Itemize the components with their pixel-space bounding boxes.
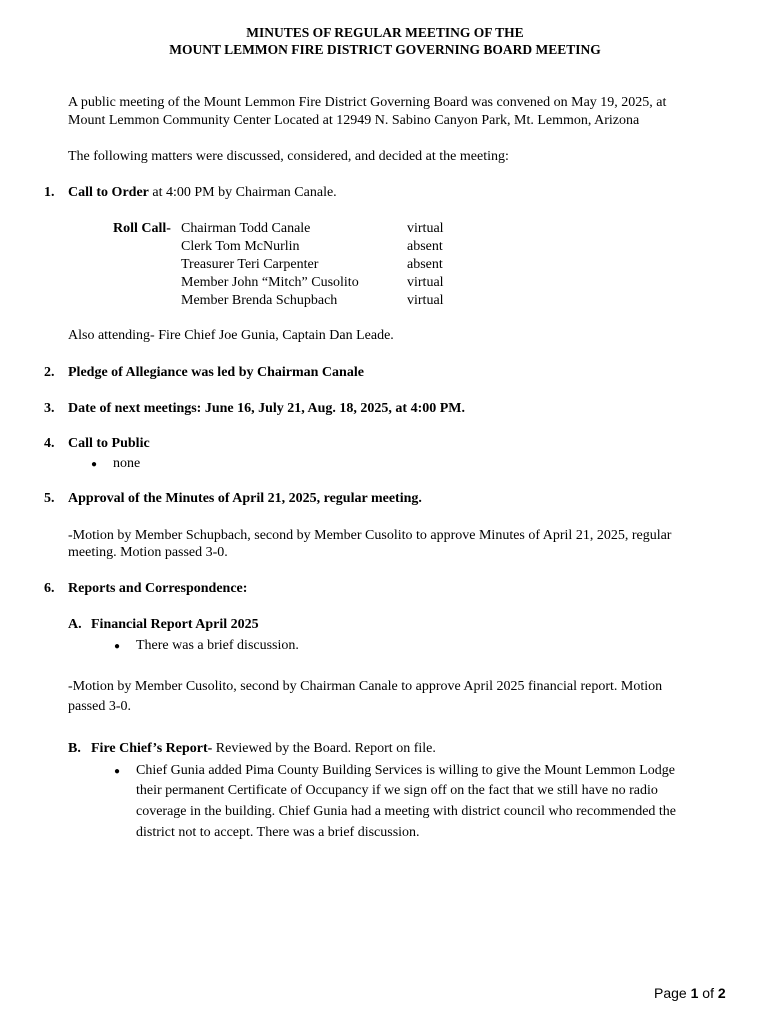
roll-member-status: virtual: [407, 221, 444, 236]
roll-call-table: [181, 221, 444, 311]
item-3-heading: Date of next meetings: June 16, July 21, Aug. 18, 2025, at 4:00 PM.: [68, 401, 466, 416]
title-line-1: MINUTES OF REGULAR MEETING OF THE: [246, 25, 524, 40]
roll-member-name: Member John “Mitch” Cusolito: [181, 275, 359, 290]
roll-member-status: virtual: [407, 293, 444, 308]
of-word: of: [702, 985, 714, 1001]
item-4-bullet: none: [113, 456, 141, 471]
intro-line-1: A public meeting of the Mount Lemmon Fire District Governing Board was convened on May 19, 2025, at: [68, 95, 667, 110]
roll-member-status: absent: [407, 239, 443, 254]
sub-b-heading: Fire Chief’s Report-: [91, 741, 213, 756]
sub-b-rest: Reviewed by the Board. Report on file.: [212, 741, 436, 756]
also-attending: Also attending- Fire Chief Joe Gunia, Captain Dan Leade.: [68, 328, 394, 343]
item-4-number: 4.: [44, 436, 55, 451]
sub-b-line: [91, 741, 436, 757]
bullet-icon: ●: [114, 766, 121, 777]
roll-member-name: Member Brenda Schupbach: [181, 293, 338, 308]
motion-1-line-2: meeting. Motion passed 3-0.: [68, 545, 228, 560]
sub-a-bullet: There was a brief discussion.: [136, 638, 299, 653]
item-6-number: 6.: [44, 581, 55, 596]
sub-b-letter: B.: [68, 741, 81, 756]
roll-member-status: absent: [407, 257, 443, 272]
sub-a-heading: Financial Report April 2025: [91, 617, 259, 632]
page-footer: [654, 985, 726, 1001]
item-5-heading: Approval of the Minutes of April 21, 2025, regular meeting.: [68, 491, 422, 506]
current-page: 1: [690, 985, 699, 1001]
motion-2-line-1: -Motion by Member Cusolito, second by Chairman Canale to approve April 2025 financial report. Motion: [68, 679, 663, 694]
sub-a-letter: A.: [68, 617, 82, 632]
motion-1-line-1: -Motion by Member Schupbach, second by Member Cusolito to approve Minutes of April 21, 2025, regular: [68, 528, 672, 543]
item-1: [68, 185, 337, 201]
roll-row: [181, 257, 444, 275]
roll-row: [181, 221, 444, 239]
roll-row: [181, 239, 444, 257]
item-2-number: 2.: [44, 365, 55, 380]
item-3-number: 3.: [44, 401, 55, 416]
intro-line-2: Mount Lemmon Community Center Located at 12949 N. Sabino Canyon Park, Mt. Lemmon, Arizona: [68, 113, 640, 128]
sub-b-bullet-line-1: Chief Gunia added Pima County Building Services is willing to give the Mount Lemmon Lodge: [136, 763, 675, 778]
total-pages: 2: [717, 985, 726, 1001]
item-4-heading: Call to Public: [68, 436, 150, 451]
matters-text: The following matters were discussed, considered, and decided at the meeting:: [68, 149, 509, 164]
sub-b-bullet-line-3: coverage in the building. Chief Gunia had a meeting with district council who recommended the: [136, 804, 677, 819]
roll-member-name: Chairman Todd Canale: [181, 221, 311, 236]
roll-member-status: virtual: [407, 275, 444, 290]
roll-row: [181, 293, 444, 311]
item-5-number: 5.: [44, 491, 55, 506]
motion-2-line-2: passed 3-0.: [68, 699, 131, 714]
page-word: Page: [654, 985, 687, 1001]
title-line-2: MOUNT LEMMON FIRE DISTRICT GOVERNING BOARD MEETING: [169, 42, 601, 57]
item-1-rest: at 4:00 PM by Chairman Canale.: [148, 185, 337, 200]
roll-member-name: Treasurer Teri Carpenter: [181, 257, 319, 272]
item-1-heading: Call to Order: [68, 185, 149, 200]
roll-member-name: Clerk Tom McNurlin: [181, 239, 300, 254]
bullet-icon: ●: [114, 641, 121, 652]
sub-b-bullet-line-2: their permanent Certificate of Occupancy if we sign off on the fact that we still have no radio: [136, 783, 658, 798]
item-6-heading: Reports and Correspondence:: [68, 581, 248, 596]
item-2-heading: Pledge of Allegiance was led by Chairman Canale: [68, 365, 364, 380]
roll-row: [181, 275, 444, 293]
sub-b-bullet-line-4: district not to accept. There was a brief discussion.: [136, 825, 420, 840]
item-1-number: 1.: [44, 185, 55, 200]
roll-call-label: Roll Call-: [113, 221, 171, 236]
bullet-icon: ●: [91, 459, 98, 470]
